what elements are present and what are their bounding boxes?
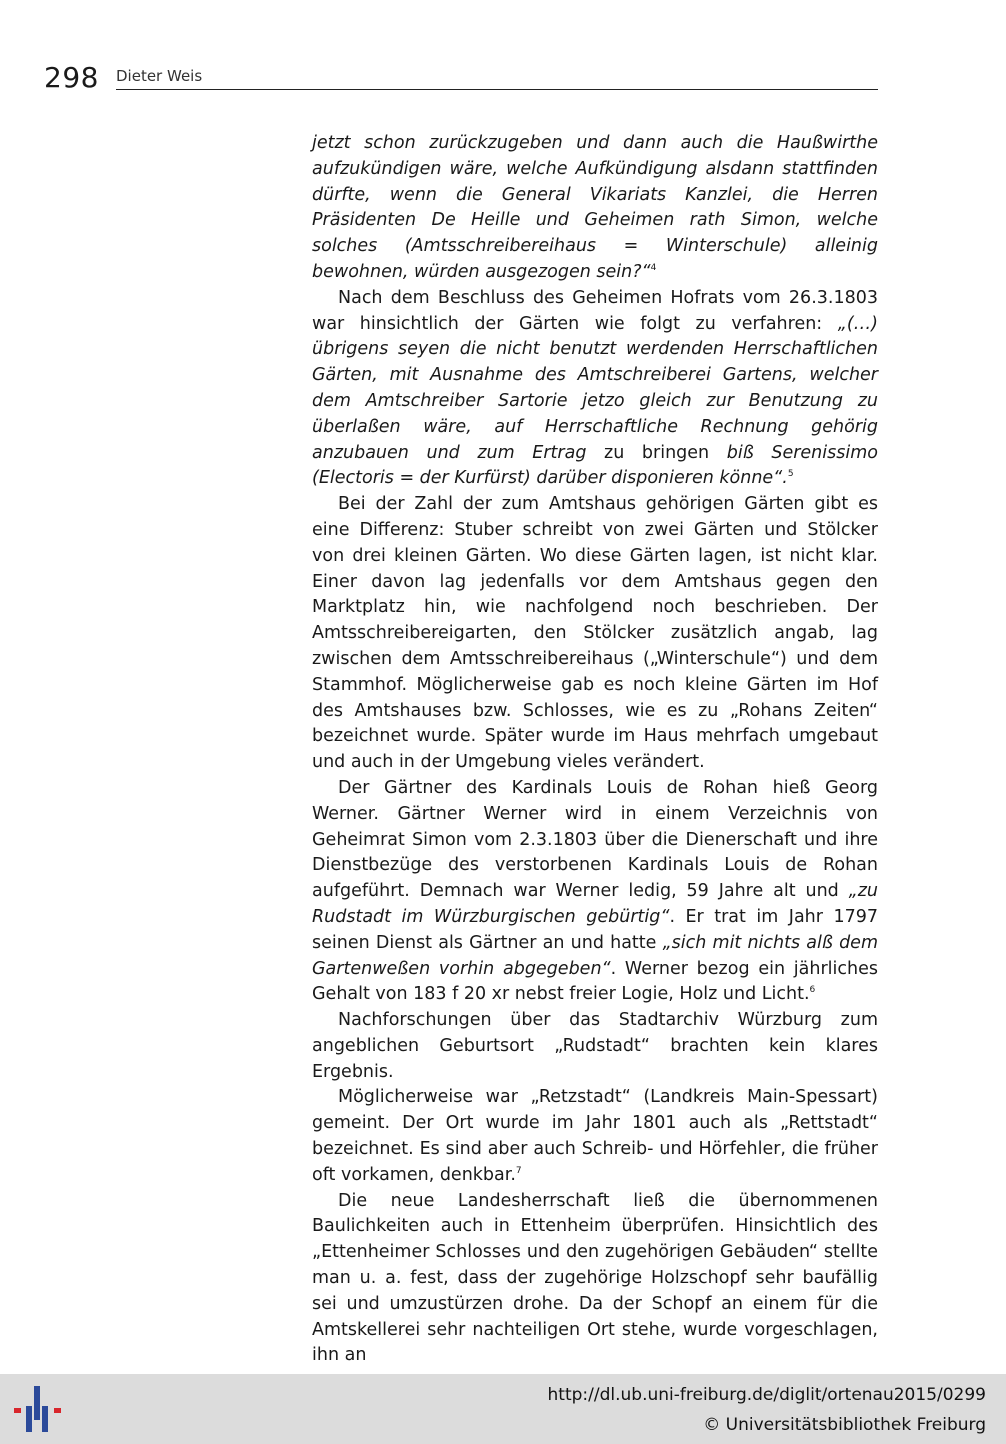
body-paragraph <box>312 131 878 286</box>
paragraph-text: zu bringen <box>586 442 727 463</box>
paragraph-text: Bei der Zahl der zum Amtshaus gehörigen Gärten gibt es eine Differenz: Stuber schreibt von zwei Gärten und Stölcker von drei kleinen Gärten. Wo diese Gärten lagen, ist nicht klar. Einer davon lag jedenfalls vor dem Amtshaus gegen den Marktplatz hin, wie nachfolgend noch beschrieben. Der Amtsschreibereigarten, den Stölcker zusätzlich angab, lag zwischen dem Amtsschreibereihaus („Winterschule“) und dem Stammhof. Möglicherweise gab es noch kleine Gärten im Hof des Amtshauses bzw. Schlosses, wie es zu „Rohans Zeiten“ bezeichnet wurde. Später wurde im Haus mehrfach umgebaut und auch in der Umgebung vieles verändert. <box>312 494 878 773</box>
body-paragraph <box>312 1085 878 1188</box>
footnote-ref: 4 <box>650 262 657 273</box>
body-paragraph <box>312 1189 878 1370</box>
quoted-source-text: biß Serenissimo (Electoris = der Kurfürst) darüber disponieren könne“. <box>312 442 878 489</box>
body-paragraph <box>312 776 878 1008</box>
copyright-notice: © Universitätsbibliothek Freiburg <box>703 1415 986 1435</box>
running-head-author: Dieter Weis <box>116 67 203 85</box>
footnote-ref: 6 <box>809 985 816 996</box>
quoted-source-text: „zu Rudstadt im Würzburgischen gebürtig“ <box>312 881 878 927</box>
source-url-link[interactable]: http://dl.ub.uni-freiburg.de/diglit/ortenau2015/0299 <box>547 1385 986 1405</box>
header-rule <box>116 89 878 90</box>
footnote-ref: 7 <box>515 1165 522 1176</box>
quoted-source-text: jetzt schon zurückzugeben und dann auch die Haußwirthe aufzukündigen wäre, welche Aufkündigung alsdann stattfinden dürfte, wenn die General Vikariats Kanzlei, die Herren Präsidenten De Heille und Geheimen rath Simon, welche solches (Amtsschreibereihaus = Winterschule) alleinig bewohnen, würden ausgezogen sein?“ <box>312 133 878 282</box>
quoted-source-text: „sich mit nichts alß dem Gartenweßen vorhin abgegeben“ <box>312 932 878 979</box>
paragraph-text: Nach dem Beschluss des Geheimen Hofrats vom 26.3.1803 war hinsichtlich der Gärten wie folgt zu verfahren: <box>312 287 878 334</box>
body-paragraph <box>312 1008 878 1085</box>
footnote-ref: 5 <box>787 469 794 480</box>
paragraph-text: Möglicherweise war „Retzstadt“ (Landkreis Main-Spessart) gemeint. Der Ort wurde im Jahr 1801 auch als „Rettstadt“ bezeichnet. Es sind aber auch Schreib- und Hörfehler, die früher oft vorkamen, denkbar. <box>312 1087 878 1185</box>
page-number: 298 <box>44 61 99 94</box>
footer-bar <box>0 1374 1006 1444</box>
paragraph-text: Der Gärtner des Kardinals Louis de Rohan hieß Georg Werner. Gärtner Werner wird in einem Verzeichnis von Geheimrat Simon vom 2.3.1803 über die Dienerschaft und ihre Dienstbezüge des verstorbenen Kardinals Louis de Rohan aufgeführt. Demnach war Werner ledig, 59 Jahre alt und <box>312 777 878 902</box>
paragraph-text: Die neue Landesherrschaft ließ die übernommenen Baulichkeiten auch in Ettenheim überprüfen. Hinsichtlich des „Ettenheimer Schlosses und den zugehörigen Gebäuden“ stellte man u. a. fest, dass der zugehörige Holzschopf sehr baufällig sei und umzustürzen drohe. Da der Schopf an einem für die Amtskellerei sehr nachteiligen Ort stehe, wurde vorgeschlagen, ihn an <box>312 1190 878 1366</box>
body-paragraph <box>312 492 878 776</box>
ub-freiburg-logo-icon <box>14 1384 62 1436</box>
page-header <box>44 62 878 92</box>
paragraph-text: . Er trat im Jahr 1797 seinen Dienst als Gärtner an und hatte <box>312 906 878 953</box>
paragraph-text: Nachforschungen über das Stadtarchiv Würzburg zum angeblichen Geburtsort „Rudstadt“ brachten kein klares Ergebnis. <box>312 1010 878 1082</box>
body-text <box>312 131 878 1369</box>
paragraph-text: . Werner bezog ein jährliches Gehalt von 183 f 20 xr nebst freier Logie, Holz und Licht. <box>312 958 878 1005</box>
body-paragraph <box>312 286 878 492</box>
quoted-source-text: „(…) übrigens seyen die nicht benutzt werdenden Herrschaftlichen Gärten, mit Ausnahme des Amtschreiberei Gartens, welcher dem Amtschreiber Sartorie jetzo gleich zur Benutzung zu überlaßen wäre, auf Herrschaftliche Rechnung gehörig anzubauen und zum Ertrag <box>312 313 878 463</box>
